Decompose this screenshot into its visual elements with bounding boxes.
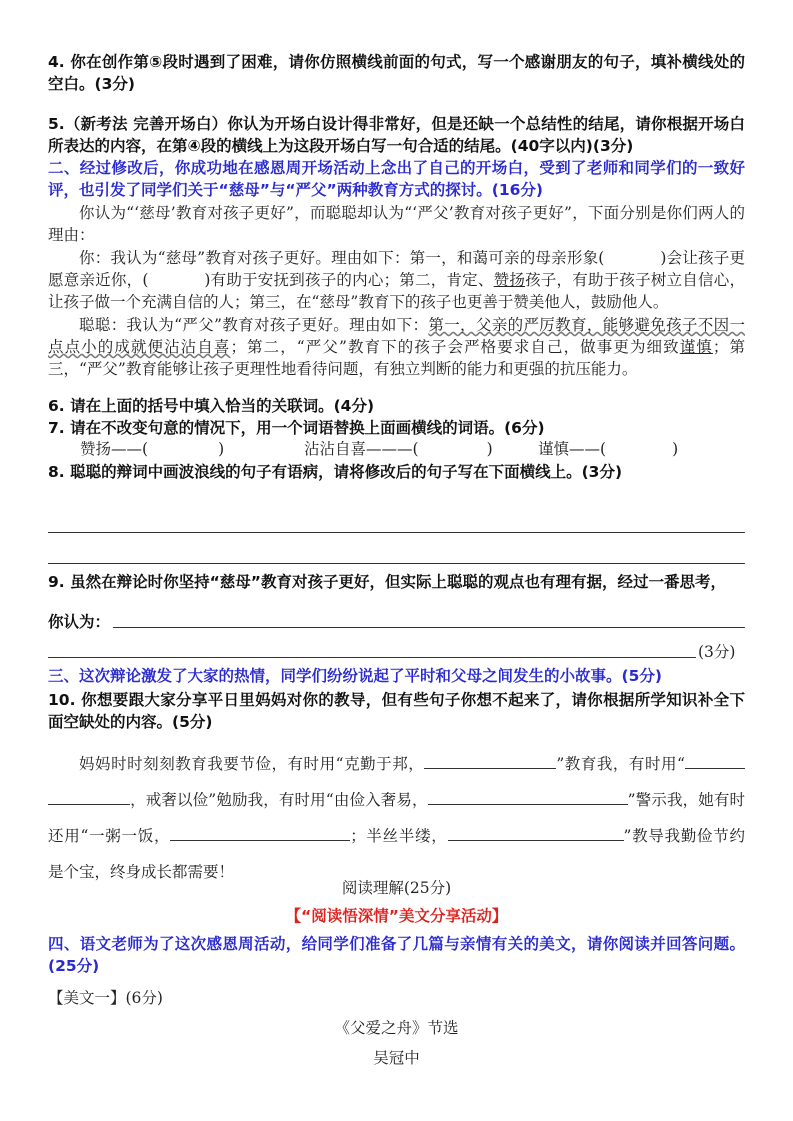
section-4-heading: 四、语文老师为了这次感恩周活动，给同学们准备了几篇与亲情有关的美文，请你阅读并回答问题。(25分) [48, 935, 745, 975]
q9-label: 你认为： [48, 613, 111, 631]
mom-passage: 妈妈时时刻刻教育我要节俭，有时用“克勤于邦， ”教育我，有时用“，戒奢以俭”勉励我，有时用“由俭入奢易， ”警示我，她有时还用“一粥一饭， ；半丝半缕， ”教导我勤俭节约是个宝，终身成长都需要！ [48, 755, 745, 881]
question-6: 6. 请在上面的括号中填入恰当的关联词。(4分) [48, 397, 375, 415]
congcong-argument: 聪聪：我认为“严父”教育对孩子更好。理由如下：第一，父亲的严厉教育，能够避免孩子不因一点点小的成就便沾沾自喜；第二，“严父”教育下的孩子会严格要求自己，做事更为细致谨慎；第三，“严父”教育能够让孩子更理性地看待问题，有独立判断的能力和更强的抗压能力。 [48, 316, 745, 378]
fill-blank[interactable] [170, 826, 350, 841]
answer-line[interactable] [48, 563, 745, 564]
reading-title: 阅读理解(25分) [341, 879, 452, 897]
section-2-heading: 二、经过修改后，你成功地在感恩周开场活动上念出了自己的开场白，受到了老师和同学们的一致好评，也引发了同学们关于“慈母”与“严父”两种教育方式的探讨。(16分) [48, 159, 745, 199]
fill-blank[interactable] [448, 826, 624, 841]
fill-item: 赞扬——( ) [80, 440, 225, 458]
underlined-word: 谨慎 [679, 338, 713, 356]
question-4: 4. 你在创作第⑤段时遇到了困难，请你仿照横线前面的句式，写一个感谢朋友的句子，填补横线处的空白。(3分) [48, 53, 745, 93]
fill-blank[interactable] [428, 790, 628, 805]
fill-blank[interactable] [424, 754, 556, 769]
question-8: 8. 聪聪的辩词中画波浪线的句子有语病，请将修改后的句子写在下面横线上。(3分) [48, 463, 623, 481]
essay-1-label: 【美文一】(6分) [48, 989, 163, 1007]
fill-item: 沾沾自喜———( ) [304, 440, 493, 458]
question-10: 10. 你想要跟大家分享平日里妈妈对你的教导，但有些句子你想不起来了，请你根据所学知识补全下面空缺处的内容。(5分) [48, 691, 745, 731]
fill-blank[interactable] [48, 790, 130, 805]
question-9: 9. 虽然在辩论时你坚持“慈母”教育对孩子更好，但实际上聪聪的观点也有理有据，经过一番思考， [48, 573, 726, 591]
your-argument: 你：我认为“慈母”教育对孩子更好。理由如下：第一，和蔼可亲的母亲形象( )会让孩子更愿意亲近你，( )有助于安抚到孩子的内心；第二，肯定、赞扬孩子，有助于孩子树立自信心，让孩子做一个充满自信的人；第三，在“慈母”教育下的孩子也更善于赞美他人，鼓励他人。 [48, 249, 745, 311]
section-3-heading: 三、这次辩论激发了大家的热情，同学们纷纷说起了平时和父母之间发生的小故事。(5分) [48, 667, 662, 685]
essay-author: 吴冠中 [373, 1049, 420, 1067]
essay-title: 《父爱之舟》节选 [334, 1019, 459, 1037]
wavy-underlined-sentence: 第一，父亲的严厉教育，能够避免孩子不因一点点小的成就便沾沾自喜 [48, 316, 745, 356]
q9-score: (3分) [698, 643, 736, 661]
fill-blank[interactable] [685, 754, 745, 769]
underlined-word: 赞扬 [493, 271, 526, 289]
question-5: 5.（新考法 完善开场白）你认为开场白设计得非常好，但是还缺一个总结性的结尾，请你根据开场白所表达的内容，在第④段的横线上为这段开场白写一句合适的结尾。(40字以内)(3分) [48, 115, 745, 155]
question-7: 7. 请在不改变句意的情况下，用一个词语替换上面画横线的词语。(6分) [48, 419, 545, 437]
answer-line[interactable] [113, 627, 745, 628]
fill-item: 谨慎——( ) [538, 440, 679, 458]
answer-line[interactable] [48, 657, 696, 658]
answer-line[interactable] [48, 532, 745, 533]
activity-title: 【“阅读悟深情”美文分享活动】 [285, 907, 508, 925]
intro-paragraph: 你认为“‘慈母’教育对孩子更好”，而聪聪却认为“‘严父’教育对孩子更好”，下面分别是你们两人的理由： [48, 204, 745, 244]
